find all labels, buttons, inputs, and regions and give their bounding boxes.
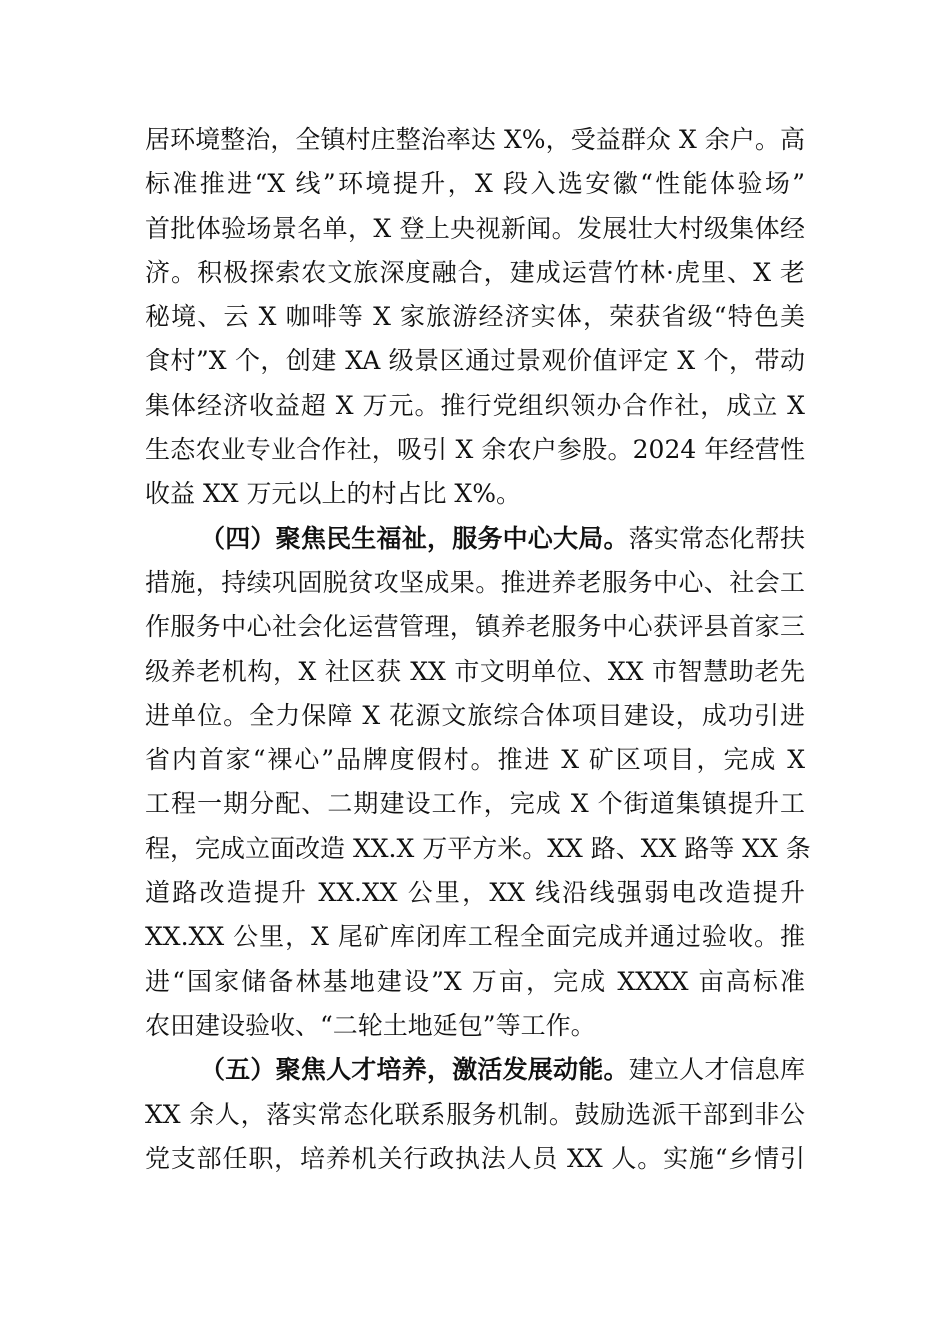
text-line-with-heading [145, 517, 805, 561]
document-body [145, 118, 811, 1181]
text-line: 农田建设验收、“二轮土地延包”等工作。 [145, 1010, 596, 1040]
text-line: 工程一期分配、二期建设工作，完成 X 个街道集镇提升工 [145, 789, 805, 819]
section-heading-four: （四）聚焦民生福祉，服务中心大局。 [200, 523, 629, 553]
text-line: 省内首家“裸心”品牌度假村。推进 X 矿区项目，完成 X [145, 745, 805, 775]
text-fragment: 建立人才信息库 [628, 1055, 805, 1085]
text-line: 食村”X 个，创建 XA 级景区通过景观价值评定 X 个，带动 [145, 346, 805, 376]
text-fragment: 落实常态化帮扶 [628, 523, 805, 553]
section-heading-five: （五）聚焦人才培养，激活发展动能。 [200, 1055, 629, 1085]
paragraph-livelihood [145, 517, 811, 1049]
text-line: 党支部任职，培养机关行政执法人员 XX 人。实施“乡情引 [145, 1143, 805, 1173]
text-line: 收益 XX 万元以上的村占比 X%。 [145, 479, 521, 509]
text-line-with-heading [145, 1048, 805, 1092]
text-line: 措施，持续巩固脱贫攻坚成果。推进养老服务中心、社会工 [145, 567, 805, 597]
text-line: 级养老机构，X 社区获 XX 市文明单位、XX 市智慧助老先 [145, 656, 805, 686]
text-line: 居环境整治，全镇村庄整治率达 X%，受益群众 X 余户。高 [145, 125, 805, 154]
text-line: 集体经济收益超 X 万元。推行党组织领办合作社，成立 X [145, 390, 805, 420]
text-line: 秘境、云 X 咖啡等 X 家旅游经济实体，荣获省级“特色美 [145, 302, 805, 332]
paragraph-environment-economy [145, 118, 805, 517]
text-line: 进“国家储备林基地建设”X 万亩，完成 XXXX 亩高标准 [145, 966, 805, 996]
text-line: 进单位。全力保障 X 花源文旅综合体项目建设，成功引进 [145, 700, 805, 730]
text-line: XX 余人，落实常态化联系服务机制。鼓励选派干部到非公 [145, 1099, 805, 1129]
text-line: 作服务中心社会化运营管理，镇养老服务中心获评县首家三 [145, 612, 805, 642]
paragraph-talent [145, 1048, 805, 1181]
text-line: 标准推进“X 线”环境提升，X 段入选安徽“性能体验场” [145, 169, 805, 199]
text-line: 济。积极探索农文旅深度融合，建成运营竹林·虎里、X 老 [145, 257, 805, 287]
text-line: XX.XX 公里，X 尾矿库闭库工程全面完成并通过验收。推 [145, 922, 805, 952]
text-line: 程，完成立面改造 XX.X 万平方米。XX 路、XX 路等 XX 条 [145, 833, 811, 863]
text-line: 道路改造提升 XX.XX 公里，XX 线沿线强弱电改造提升 [145, 878, 805, 908]
text-line: 首批体验场景名单，X 登上央视新闻。发展壮大村级集体经 [145, 213, 805, 243]
text-line: 生态农业专业合作社，吸引 X 余农户参股。2024 年经营性 [145, 435, 805, 465]
